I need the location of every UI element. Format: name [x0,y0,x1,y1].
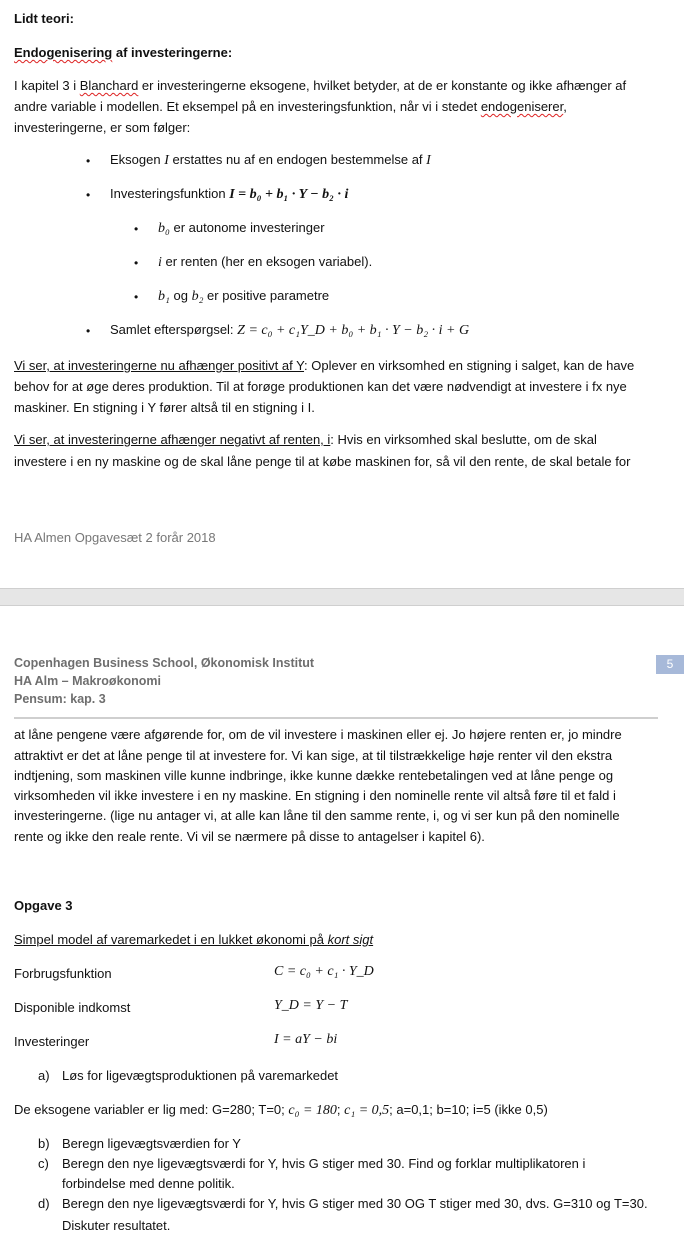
page-separator [0,588,684,606]
bullet-dot: • [86,188,91,202]
para2-line-1: Vi ser, at investeringerne afhænger negativt af renten, i: Hvis en virksomhed skal beslutte, om de skal [14,432,597,447]
bullet-aggregate-demand: Samlet efterspørgsel: Z = c₀ + c₁Y_D + b₀ + b₁ · Y − b₂ · i + G [110,322,470,338]
cont-line: indtjening, som maskinen ville kunne indbringe, ikke kunne dække rentebetalingen ved at låne penge og [14,768,614,783]
question-c-cont: forbindelse med denne politik. [62,1176,235,1191]
question-a: a) Løs for ligevægtsproduktionen på varemarkedet [38,1068,339,1083]
header-pensum: Pensum: kap. 3 [14,692,106,706]
spellcheck-word[interactable]: endogeniserer [480,99,564,114]
cont-line: at låne pengene være afgørende for, om de vil investere i maskinen eller ej. Jo højere renten er, jo mindre [14,727,622,742]
question-b: b) Beregn ligevægtsværdien for Y [38,1136,241,1151]
cont-line: investeringerne. (lige nu antager vi, at alle kan låne til den samme rente, i, og vi ser kun på den nominelle [14,808,620,823]
para1-line-3: maskiner. En stigning i Y fører altså til en stigning i I. [14,400,315,415]
sub-bullet-i: i er renten (her en eksogen variabel). [158,254,373,270]
exogenous-variables: De eksogene variabler er lig med: G=280; T=0; c₀ = 180; c₁ = 0,5; a=0,1; b=10; i=5 (ikke 0,5) [14,1102,548,1118]
sub-bullet-b1-b2: b₁ og b₂ er positive parametre [158,288,330,304]
page-footer: HA Almen Opgavesæt 2 forår 2018 [14,530,216,545]
sub-bullet-b0: b₀ er autonome investeringer [158,220,325,236]
page-heading: Lidt teori: [14,11,74,26]
section-subheading: Endogenisering af investeringerne: [14,45,233,60]
bullet-dot: • [134,290,139,304]
model-formula-disposable: Y_D = Y − T [274,998,348,1013]
page-number: 5 [656,655,684,674]
model-label-consumption: Forbrugsfunktion [14,966,112,981]
model-label-disposable: Disponible indkomst [14,1000,131,1015]
header-institution: Copenhagen Business School, Økonomisk Institut [14,656,315,670]
spellcheck-word[interactable]: Blanchard [79,78,139,93]
para1-line-2: behov for at øge deres produktion. Til at forøge produktionen kan det være nødvendigt at investere i fx nye [14,379,627,394]
model-label-investment: Investeringer [14,1034,90,1049]
cont-line: rente og ikke den reale rente. Vi vil se nærmere på disse to antagelser i kapitel 6). [14,829,485,844]
intro-line-3: investeringerne, er som følger: [14,120,191,135]
spellcheck-word[interactable]: Endogenisering [14,45,113,60]
bullet-exogen: Eksogen I erstattes nu af en endogen bestemmelse af I [110,152,431,168]
question-d: d) Beregn den nye ligevægtsværdi for Y, hvis G stiger med 30 OG T stiger med 30, dvs. G=310 og T=30. [38,1196,648,1211]
model-formula-investment: I = aY − bi [274,1032,338,1047]
bullet-investment-function: Investeringsfunktion I = b₀ + b₁ · Y − b₂ · i [110,186,349,202]
demand-formula: Z = c₀ + c₁Y_D + b₀ + b₁ · Y − b₂ · i + G [237,323,470,338]
investment-formula: I = b₀ + b₁ · Y − b₂ · i [229,187,349,202]
bullet-dot: • [86,154,91,168]
header-course: HA Alm – Makroøkonomi [14,674,162,688]
para2-line-2: investere i en ny maskine og de skal låne penge til at købe maskinen for, så vil den rente, de skal betale for [14,454,631,469]
model-formula-consumption: C = c₀ + c₁ · Y_D [274,964,374,979]
exercise-title: Opgave 3 [14,898,73,913]
cont-line: attraktivt er det at låne penge til at investere for. Vi kan sige, at til tilstrækkelige høje renter vil den ekstra [14,748,613,763]
bullet-dot: • [134,222,139,236]
question-d-cont: Diskuter resultatet. [62,1218,171,1233]
bullet-dot: • [134,256,139,270]
header-rule [14,717,658,719]
model-title: Simpel model af varemarkedet i en lukket økonomi på kort sigt [14,932,374,947]
question-c: c) Beregn den nye ligevægtsværdi for Y, hvis G stiger med 30. Find og forklar multiplikatoren i [38,1156,586,1171]
bullet-dot: • [86,324,91,338]
intro-line-1: I kapitel 3 i Blanchard er investeringerne eksogene, hvilket betyder, at de er konstante og ikke afhænger af [14,78,627,93]
para1-line-1: Vi ser, at investeringerne nu afhænger positivt af Y: Oplever en virksomhed en stigning i salget, kan de have [14,358,635,373]
intro-line-2: andre variable i modellen. Et eksempel på en investeringsfunktion, når vi i stedet endogeniserer, [14,99,567,114]
cont-line: virksomheden vil ikke investere i en ny maskine. En stigning i den nominelle rente vil altså føre til et fald i [14,788,616,803]
